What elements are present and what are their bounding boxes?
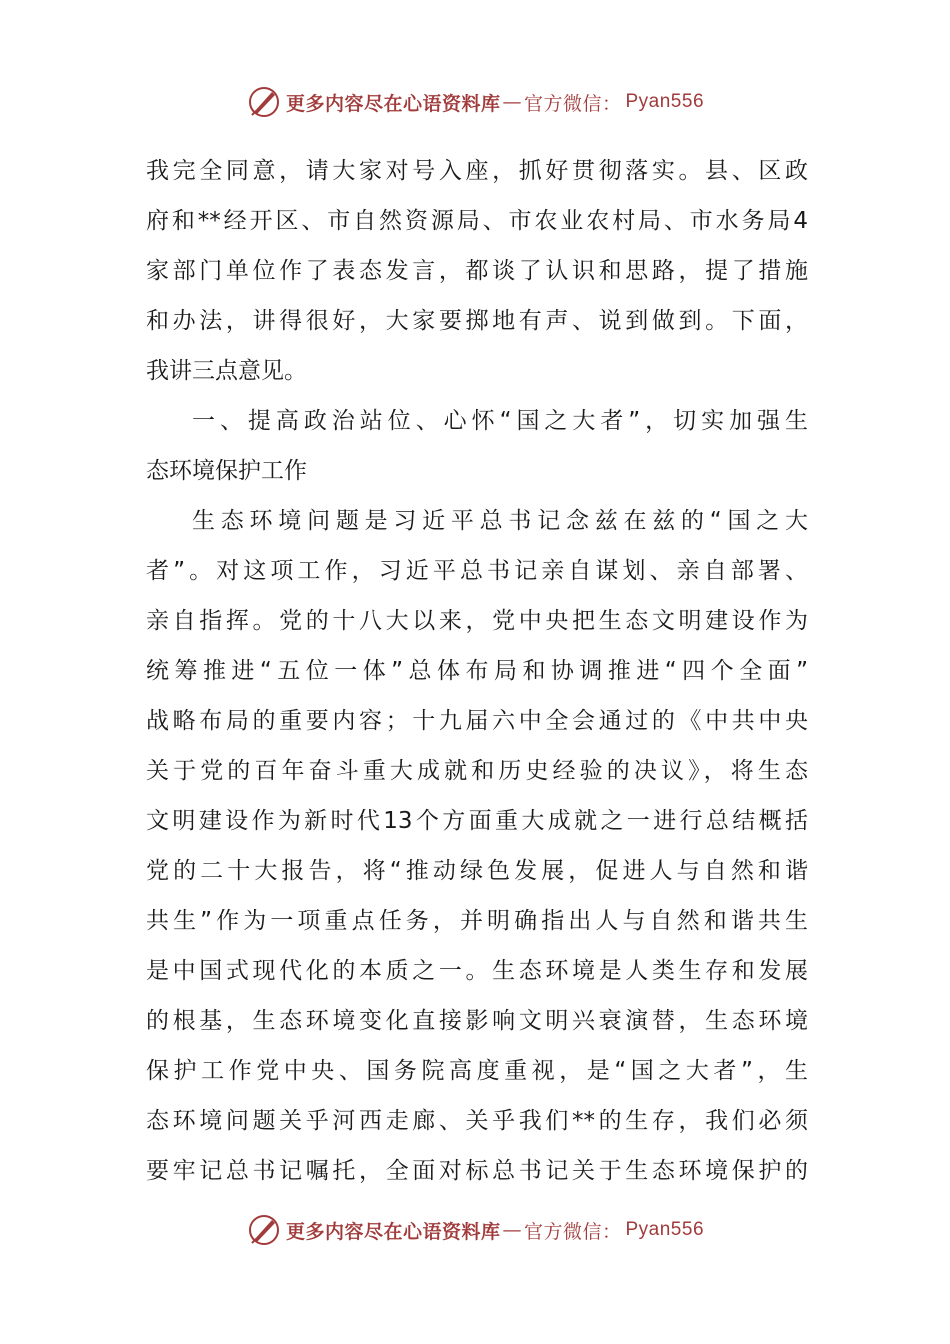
text-line: 和办法，讲得很好，大家要掷地有声、说到做到。下面，: [146, 308, 808, 334]
watermark-brand: 更多内容尽在心语资料库: [285, 1220, 501, 1243]
heading-line: 态环境保护工作: [146, 458, 307, 484]
text-line: 要牢记总书记嘱托，全面对标总书记关于生态环境保护的: [146, 1158, 808, 1184]
text-line: 保护工作党中央、国务院高度重视，是“国之大者”，生: [146, 1058, 808, 1084]
text-line: 生态环境问题是习近平总书记念兹在兹的“国之大: [192, 508, 808, 534]
text-line: 我讲三点意见。: [146, 358, 307, 384]
watermark-label: 官方微信：: [523, 92, 622, 115]
watermark-wechat-id: Pyan556: [625, 91, 705, 112]
pen-logo-icon: [246, 84, 282, 120]
watermark-brand: 更多内容尽在心语资料库: [285, 92, 501, 115]
section-heading: [146, 396, 808, 496]
text-line: 家部门单位作了表态发言，都谈了认识和思路，提了措施: [146, 258, 808, 284]
watermark-wechat-id: Pyan556: [625, 1219, 705, 1240]
watermark-dash: —: [502, 91, 522, 113]
watermark-label: 官方微信：: [523, 1220, 622, 1243]
watermark-dash: —: [502, 1219, 522, 1241]
document-body: [146, 146, 808, 1196]
pen-logo-icon: [246, 1212, 282, 1248]
text-line: 党的二十大报告，将“推动绿色发展，促进人与自然和谐: [146, 858, 808, 884]
text-line: 我完全同意，请大家对号入座，抓好贯彻落实。县、区政: [146, 158, 808, 184]
text-line: 文明建设作为新时代13个方面重大成就之一进行总结概括: [146, 808, 808, 834]
text-line: 共生”作为一项重点任务，并明确指出人与自然和谐共生: [146, 908, 808, 934]
text-line: 府和**经开区、市自然资源局、市农业农村局、市水务局4: [146, 208, 808, 234]
text-line: 者”。对这项工作，习近平总书记亲自谋划、亲自部署、: [146, 558, 808, 584]
paragraph-2: [146, 496, 808, 1196]
text-line: 亲自指挥。党的十八大以来，党中央把生态文明建设作为: [146, 608, 808, 634]
heading-line: 一、提高政治站位、心怀“国之大者”，切实加强生: [192, 408, 808, 434]
text-line: 的根基，生态环境变化直接影响文明兴衰演替，生态环境: [146, 1008, 808, 1034]
header-watermark: [0, 82, 950, 122]
text-line: 战略布局的重要内容；十九届六中全会通过的《中共中央: [146, 708, 808, 734]
paragraph-1: [146, 146, 808, 396]
text-line: 态环境问题关乎河西走廊、关乎我们**的生存，我们必须: [146, 1108, 808, 1134]
text-line: 统筹推进“五位一体”总体布局和协调推进“四个全面”: [146, 658, 808, 684]
text-line: 关于党的百年奋斗重大成就和历史经验的决议》，将生态: [146, 758, 808, 784]
footer-watermark: [0, 1210, 950, 1250]
text-line: 是中国式现代化的本质之一。生态环境是人类生存和发展: [146, 958, 808, 984]
